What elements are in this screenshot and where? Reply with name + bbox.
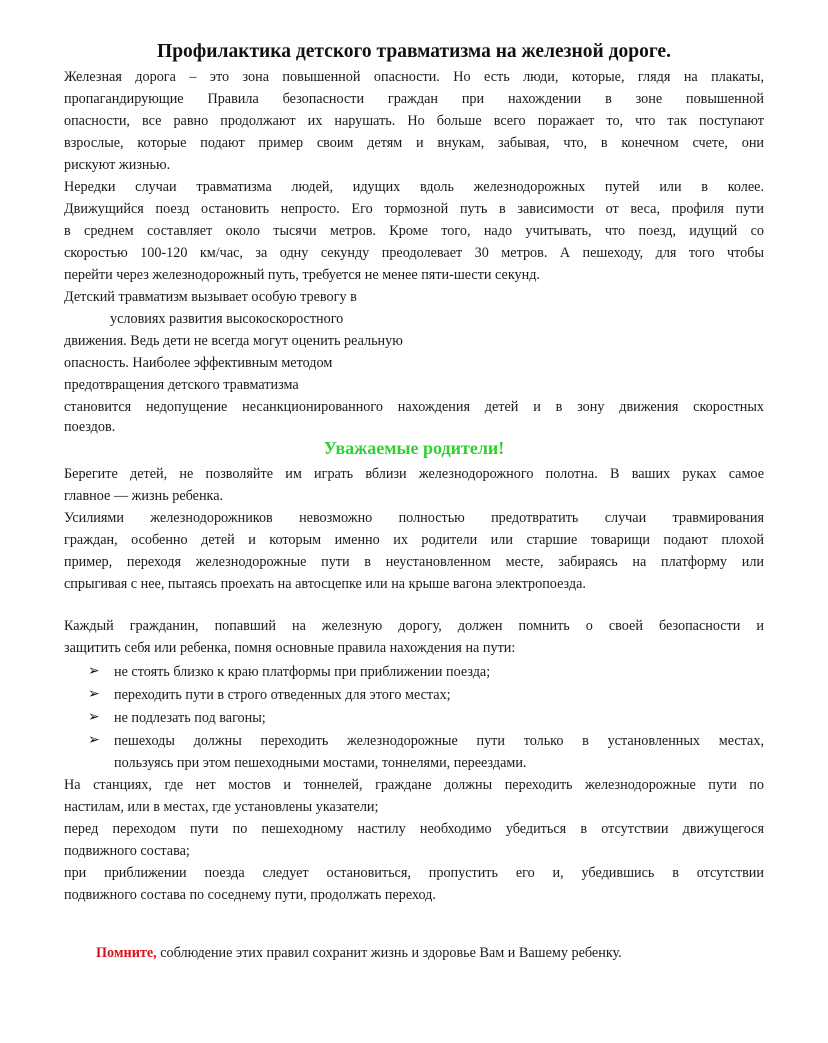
paragraph-5-line-4: спрыгивая с нее, пытаясь проехать на автосцепке или на крыше вагона электропоезда. — [64, 576, 586, 592]
arrow-bullet-icon: ➢ — [88, 733, 100, 748]
footer-text: соблюдение этих правил сохранит жизнь и здоровье Вам и Вашему ребенку. — [156, 945, 622, 961]
footer-highlight: Помните, — [96, 945, 157, 961]
arrow-bullet-icon: ➢ — [88, 664, 100, 679]
paragraph-1-line-1: Железная дорога – это зона повышенной опасности. Но есть люди, которые, глядя на плакаты, — [64, 69, 764, 85]
paragraph-3-line-5: предотвращения детского травматизма — [64, 377, 299, 393]
paragraph-2-line-2: Движущийся поезд остановить непросто. Его тормозной путь в зависимости от веса, профиля пути — [64, 201, 764, 217]
paragraph-4-line-2: главное — жизнь ребенка. — [64, 488, 224, 504]
paragraph-2-line-1: Нередки случаи травматизма людей, идущих вдоль железнодорожных путей или в колее. — [64, 179, 764, 195]
paragraph-5-line-3: пример, переходя железнодорожные пути в неустановленном месте, забираясь на платформу или — [64, 554, 764, 570]
paragraph-1-line-3: опасности, все равно продолжают их нарушать. Но больше всего поражает то, что так поступают — [64, 113, 764, 129]
paragraph-3-line-6: становится недопущение несанкционированного нахождения детей и в зону движения скоростных — [64, 399, 764, 415]
paragraph-2-line-3: в среднем составляет около тысячи метров. Кроме того, надо учитывать, что поезд, идущий со — [64, 223, 764, 239]
paragraph-7-line-4: подвижного состава; — [64, 843, 190, 859]
paragraph-2-line-4: скоростью 100-120 км/час, за одну секунду преодолевает 30 метров. А пешеходу, для того чтобы — [64, 245, 764, 261]
paragraph-7-line-2: настилам, или в местах, где установлены указатели; — [64, 799, 379, 815]
arrow-bullet-icon: ➢ — [88, 710, 100, 725]
paragraph-5-line-1: Усилиями железнодорожников невозможно полностью предотвратить случаи травмирования — [64, 510, 764, 526]
paragraph-7-line-5: при приближении поезда следует остановиться, пропустить его и, убедившись в отсутствии — [64, 865, 764, 881]
list-item-4-continuation: пользуясь при этом пешеходными мостами, тоннелями, переездами. — [114, 755, 527, 771]
arrow-bullet-icon: ➢ — [88, 687, 100, 702]
paragraph-6-line-1: Каждый гражданин, попавший на железную дорогу, должен помнить о своей безопасности и — [64, 618, 764, 634]
paragraph-7-line-6: подвижного состава по соседнему пути, продолжать переход. — [64, 887, 436, 903]
paragraph-2-line-5: перейти через железнодорожный путь, требуется не менее пяти-шести секунд. — [64, 267, 540, 283]
list-item-4: пешеходы должны переходить железнодорожные пути только в установленных местах, — [114, 733, 764, 749]
page-title: Профилактика детского травматизма на железной дороге. — [157, 41, 671, 62]
list-item-3: не подлезать под вагоны; — [114, 710, 266, 726]
paragraph-3-line-1: Детский травматизм вызывает особую тревогу в — [64, 289, 357, 305]
paragraph-1-line-4: взрослые, которые подают пример своим детям и внукам, забывая, что, в конечном счете, они — [64, 135, 764, 151]
paragraph-6-line-2: защитить себя или ребенка, помня основные правила нахождения на пути: — [64, 640, 516, 656]
paragraph-7-line-3: перед переходом пути по пешеходному настилу необходимо убедиться в отсутствии движущегося — [64, 821, 764, 837]
paragraph-3-line-2: условиях развития высокоскоростного — [110, 311, 344, 327]
paragraph-3-line-7: поездов. — [64, 419, 116, 435]
paragraph-4-line-1: Берегите детей, не позволяйте им играть вблизи железнодорожного полотна. В ваших руках самое — [64, 466, 764, 482]
section-subtitle: Уважаемые родители! — [323, 438, 505, 458]
list-item-1: не стоять близко к краю платформы при приближении поезда; — [114, 664, 491, 680]
footer-reminder — [96, 944, 622, 962]
paragraph-1-line-5: рискуют жизнью. — [64, 157, 171, 173]
list-item-2: переходить пути в строго отведенных для этого местах; — [114, 687, 451, 703]
paragraph-3-line-3: движения. Ведь дети не всегда могут оценить реальную — [64, 333, 403, 349]
paragraph-1-line-2: пропагандирующие Правила безопасности граждан при нахождении в зоне повышенной — [64, 91, 764, 107]
paragraph-5-line-2: граждан, особенно детей и которым именно их родители или старшие товарищи подают плохой — [64, 532, 764, 548]
paragraph-3-line-4: опасность. Наиболее эффективным методом — [64, 355, 333, 371]
paragraph-7-line-1: На станциях, где нет мостов и тоннелей, граждане должны переходить железнодорожные пути по — [64, 777, 764, 793]
